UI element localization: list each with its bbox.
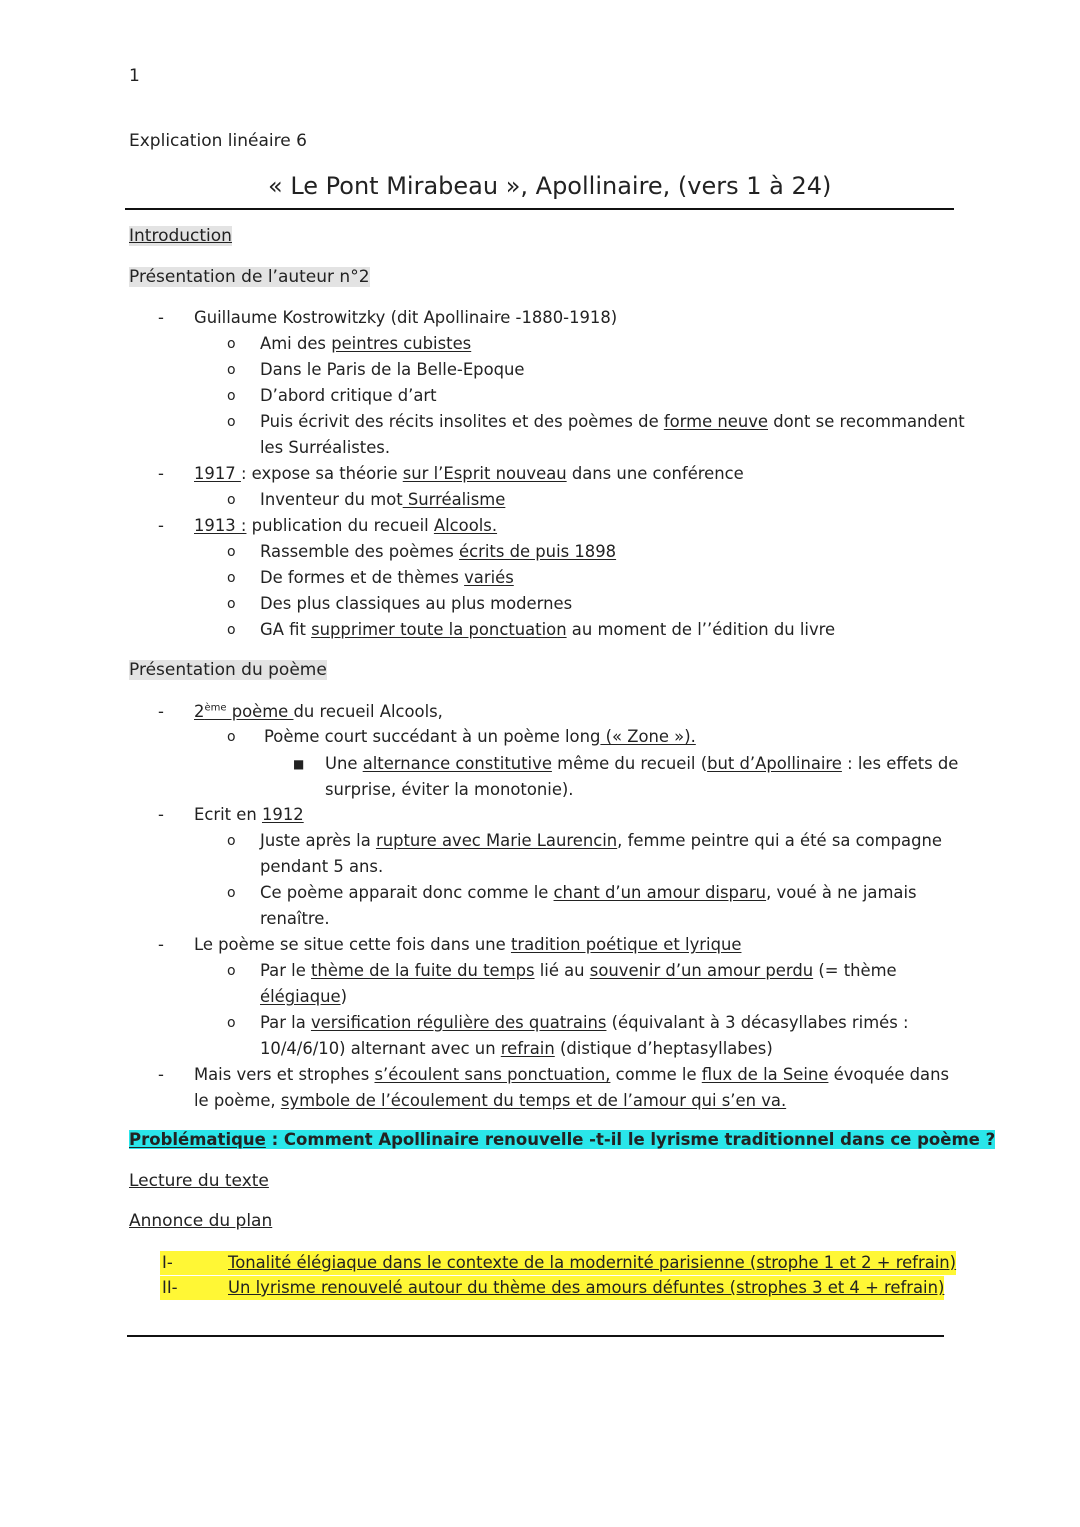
circle-bullet: o [227, 963, 236, 979]
dash-bullet: - [158, 516, 164, 535]
circle-bullet: o [227, 833, 236, 849]
list-text: le poème, symbole de l’écoulement du temps et de l’amour qui s’en va. [194, 1091, 787, 1110]
list-item [0, 1063, 1080, 1087]
list-text: Le poème se situe cette fois dans une tradition poétique et lyrique [194, 935, 742, 954]
dash-bullet: - [158, 702, 164, 721]
list-item [0, 540, 1080, 564]
list-item-continuation [0, 436, 1080, 460]
circle-bullet: o [227, 544, 236, 560]
page-number: 1 [129, 66, 140, 86]
list-text: Une alternance constitutive même du recueil (but d’Apollinaire : les effets de [325, 754, 959, 773]
dash-bullet: - [158, 464, 164, 483]
list-text: surprise, éviter la monotonie). [325, 780, 574, 799]
list-text: De formes et de thèmes variés [260, 568, 514, 587]
dash-bullet: - [158, 805, 164, 824]
list-text: 2ème poème du recueil Alcools, [194, 702, 443, 721]
circle-bullet: o [227, 729, 236, 745]
list-text: Puis écrivit des récits insolites et des poèmes de forme neuve dont se recommandent [260, 412, 965, 431]
list-item [0, 725, 1080, 749]
list-text: Par la versification régulière des quatrains (équivalant à 3 décasyllabes rimés : [260, 1013, 909, 1032]
list-item [0, 700, 1080, 724]
circle-bullet: o [227, 885, 236, 901]
list-text: Juste après la rupture avec Marie Laurencin, femme peintre qui a été sa compagne [260, 831, 942, 850]
poem-section-heading: Présentation du poème [129, 660, 327, 680]
problem-statement: Problématique : Comment Apollinaire renouvelle -t-il le lyrisme traditionnel dans ce poème ? [129, 1130, 996, 1149]
list-text: Des plus classiques au plus modernes [260, 594, 573, 613]
list-text: Ami des peintres cubistes [260, 334, 472, 353]
list-text: 1917 : expose sa théorie sur l’Esprit nouveau dans une conférence [194, 464, 744, 483]
dash-bullet: - [158, 935, 164, 954]
list-text: Ce poème apparait donc comme le chant d’un amour disparu, voué à ne jamais [260, 883, 917, 902]
circle-bullet: o [227, 570, 236, 586]
list-item [0, 881, 1080, 905]
list-text: Mais vers et strophes s’écoulent sans ponctuation, comme le flux de la Seine évoquée dans [194, 1065, 949, 1084]
list-text: 10/4/6/10) alternant avec un refrain (distique d’heptasyllabes) [260, 1039, 773, 1058]
circle-bullet: o [227, 596, 236, 612]
circle-bullet: o [227, 362, 236, 378]
list-item [0, 752, 1080, 776]
circle-bullet: o [227, 492, 236, 508]
list-item-continuation [0, 985, 1080, 1009]
footer-rule [127, 1335, 944, 1337]
list-item [0, 358, 1080, 382]
author-name: Guillaume Kostrowitzky (dit Apollinaire -1880-1918) [194, 308, 618, 327]
introduction-heading: Introduction [129, 226, 232, 246]
list-text: renaître. [260, 909, 330, 928]
list-text: Rassemble des poèmes écrits de puis 1898 [260, 542, 617, 561]
list-item-continuation [0, 855, 1080, 879]
document-title: « Le Pont Mirabeau », Apollinaire, (vers 1 à 24) [268, 172, 832, 200]
plan-text: Un lyrisme renouvelé autour du thème des amours défuntes (strophes 3 et 4 + refrain) [228, 1278, 945, 1297]
list-item [0, 514, 1080, 538]
list-item [0, 566, 1080, 590]
list-text: Ecrit en 1912 [194, 805, 304, 824]
list-text: élégiaque) [260, 987, 348, 1006]
list-item [0, 618, 1080, 642]
circle-bullet: o [227, 336, 236, 352]
list-item [0, 384, 1080, 408]
list-item-continuation [0, 778, 1080, 802]
circle-bullet: o [227, 622, 236, 638]
plan-item [160, 1276, 944, 1300]
list-item [0, 803, 1080, 827]
list-text: pendant 5 ans. [260, 857, 384, 876]
list-item [0, 959, 1080, 983]
circle-bullet: o [227, 1015, 236, 1031]
square-bullet-icon: ■ [293, 757, 305, 771]
circle-bullet: o [227, 414, 236, 430]
author-section-heading: Présentation de l’auteur n°2 [129, 267, 370, 287]
list-item-continuation [0, 1037, 1080, 1061]
dash-bullet: - [158, 308, 164, 327]
plan-number: II- [162, 1278, 178, 1297]
list-item [0, 462, 1080, 486]
title-rule [125, 208, 954, 210]
list-text: Par le thème de la fuite du temps lié au souvenir d’un amour perdu (= thème [260, 961, 897, 980]
list-item-continuation [0, 1089, 1080, 1113]
list-text: les Surréalistes. [260, 438, 391, 457]
list-text: 1913 : publication du recueil Alcools. [194, 516, 498, 535]
list-item [0, 1011, 1080, 1035]
list-item [0, 410, 1080, 434]
plan-number: I- [162, 1253, 173, 1272]
list-item [0, 306, 1080, 330]
list-item [0, 829, 1080, 853]
plan-text: Tonalité élégiaque dans le contexte de la modernité parisienne (strophe 1 et 2 + refrain) [228, 1253, 957, 1272]
circle-bullet: o [227, 388, 236, 404]
plan-heading: Annonce du plan [129, 1211, 273, 1231]
plan-item [160, 1251, 956, 1275]
reading-heading: Lecture du texte [129, 1171, 269, 1191]
list-text: Inventeur du mot Surréalisme [260, 490, 506, 509]
list-item [0, 488, 1080, 512]
list-item [0, 592, 1080, 616]
list-text: Dans le Paris de la Belle-Epoque [260, 360, 525, 379]
list-text: D’abord critique d’art [260, 386, 437, 405]
dash-bullet: - [158, 1065, 164, 1084]
list-text: Poème court succédant à un poème long (« Zone »). [264, 727, 696, 746]
list-item [0, 332, 1080, 356]
document-subtitle: Explication linéaire 6 [129, 131, 307, 151]
list-item-continuation [0, 907, 1080, 931]
list-text: GA fit supprimer toute la ponctuation au moment de l’’édition du livre [260, 620, 836, 639]
list-item [0, 933, 1080, 957]
